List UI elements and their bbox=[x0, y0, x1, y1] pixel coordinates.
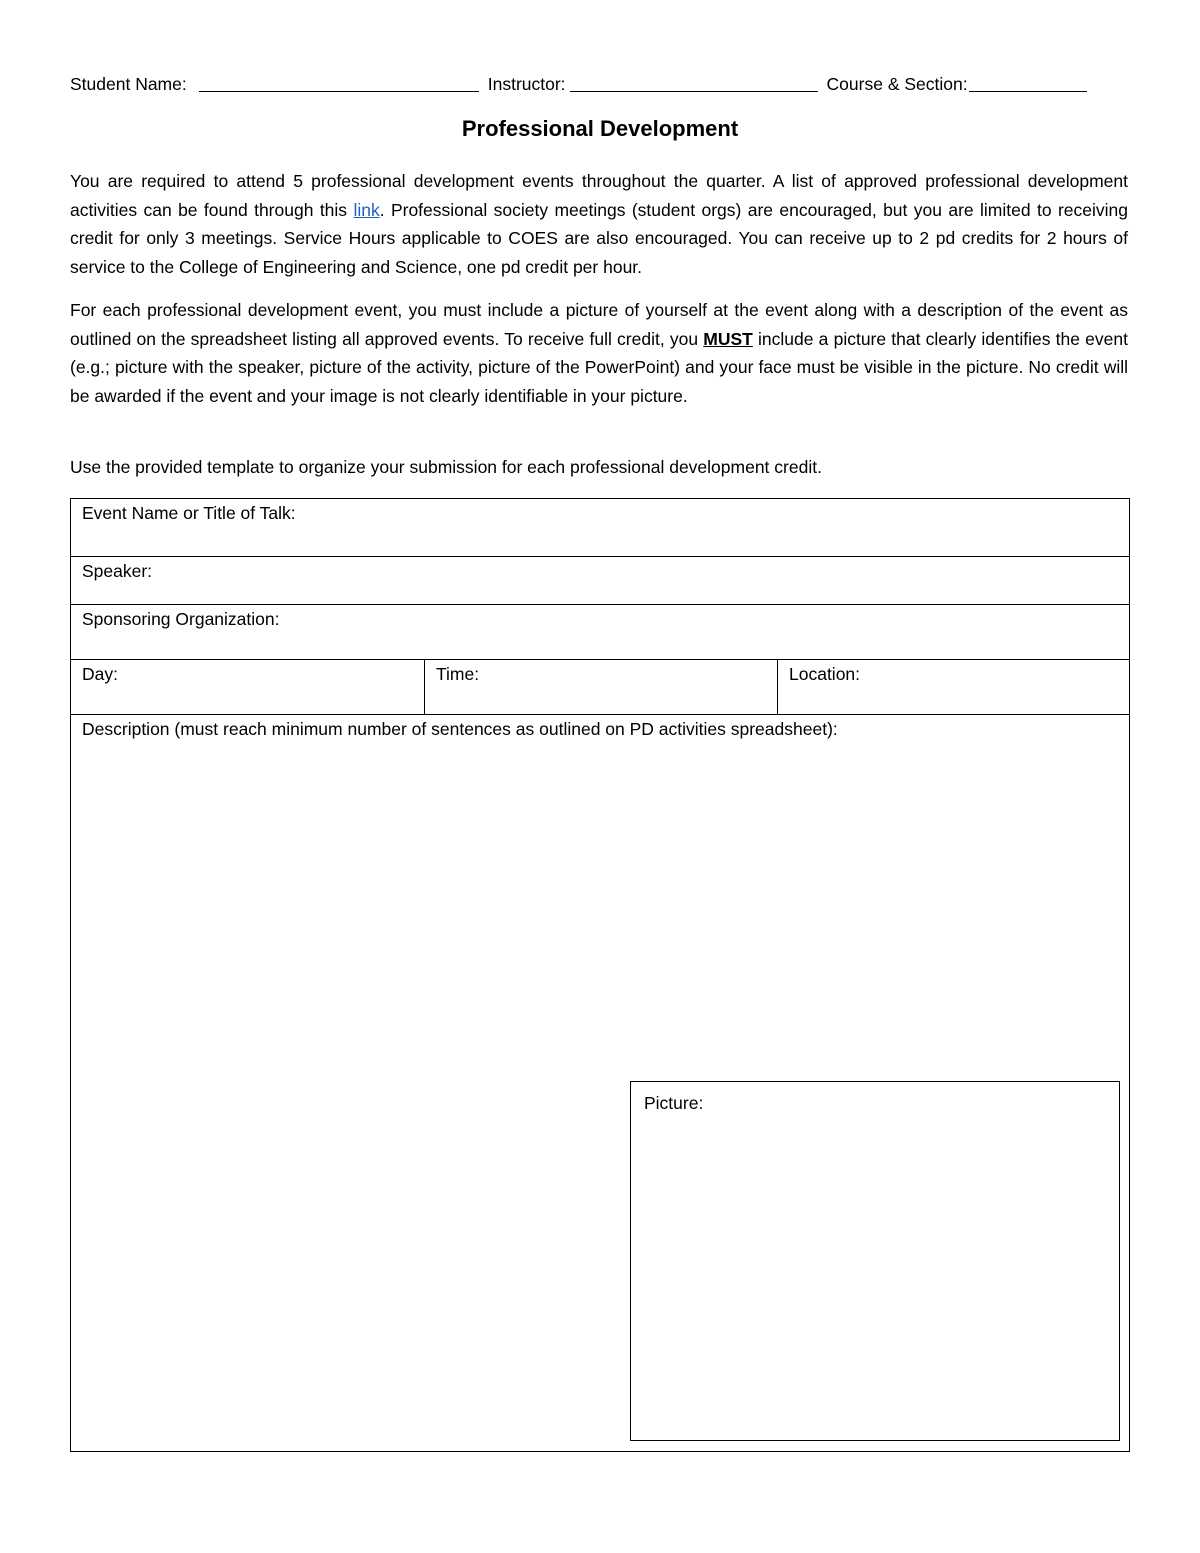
day-cell[interactable] bbox=[71, 660, 424, 714]
template-instruction: Use the provided template to organize your submission for each professional development credit. bbox=[70, 457, 822, 477]
day-time-location-row bbox=[71, 660, 1129, 715]
picture-box[interactable] bbox=[630, 1081, 1120, 1441]
header-fields bbox=[70, 72, 1132, 96]
time-cell[interactable] bbox=[424, 660, 777, 714]
speaker-row[interactable] bbox=[71, 557, 1129, 605]
description-label: Description (must reach minimum number of sentences as outlined on PD activities spreadsheet): bbox=[82, 719, 838, 739]
approved-activities-link[interactable]: link bbox=[353, 199, 380, 220]
intro-text-start: You are required to attend 5 professional development events throughout the quarter. A list of approved professional development activities can be found through this bbox=[70, 171, 1128, 220]
intro-paragraph bbox=[70, 167, 1128, 281]
student-name-label: Student Name: bbox=[70, 74, 187, 94]
location-cell[interactable] bbox=[777, 660, 1129, 714]
page-title: Professional Development bbox=[461, 116, 739, 141]
pd-credit-form bbox=[70, 498, 1130, 1452]
course-section-field[interactable] bbox=[969, 73, 1087, 92]
speaker-label: Speaker: bbox=[82, 561, 153, 581]
day-label: Day: bbox=[82, 664, 118, 684]
sponsor-label: Sponsoring Organization: bbox=[82, 609, 280, 629]
requirements-text-end: include a picture that clearly identifies the event (e.g.; picture with the speaker, picture of the activity, picture of the PowerPoint) and your face must be visible in the picture. No credit will be awarded if the event and your image is not clearly identifiable in your picture. bbox=[70, 328, 1128, 406]
sponsor-row[interactable] bbox=[71, 605, 1129, 660]
location-label: Location: bbox=[789, 664, 861, 684]
event-name-row[interactable] bbox=[71, 499, 1129, 557]
picture-requirements-paragraph bbox=[70, 296, 1128, 410]
requirements-text-start: For each professional development event, you must include a picture of yourself at the event along with a description of the event as outlined on the spreadsheet listing all approved events. To receive full credit, you bbox=[70, 300, 1128, 349]
event-name-label: Event Name or Title of Talk: bbox=[82, 503, 296, 523]
picture-label: Picture: bbox=[644, 1093, 704, 1113]
student-name-field[interactable] bbox=[199, 73, 479, 92]
intro-text-end: . Professional society meetings (student orgs) are encouraged, but you are limited to receiving credit for only 3 meetings. Service Hours applicable to COES are also encouraged. You can receive up to 2 pd credits for 2 hours of service to the College of Engineering and Science, one pd credit per hour. bbox=[70, 199, 1128, 277]
course-section-label: Course & Section: bbox=[826, 74, 968, 94]
instructor-label: Instructor: bbox=[487, 74, 566, 94]
description-area[interactable] bbox=[71, 715, 1129, 1451]
time-label: Time: bbox=[436, 664, 480, 684]
must-emphasis: MUST bbox=[703, 328, 753, 349]
instructor-field[interactable] bbox=[570, 73, 818, 92]
